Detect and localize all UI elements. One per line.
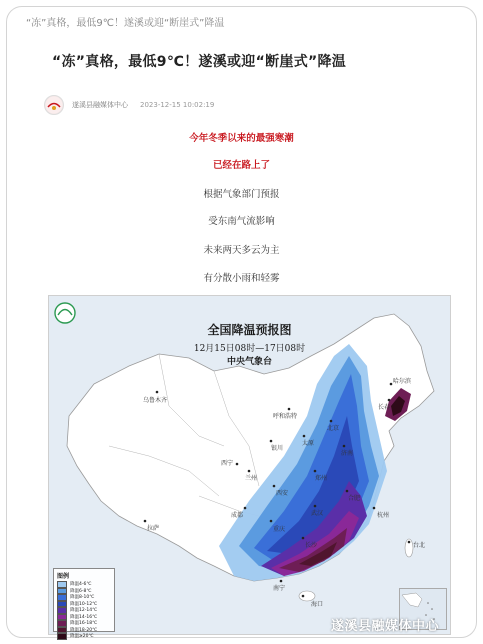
city-label: 合肥 [348,495,361,502]
map-legend [53,568,115,640]
legend-label: 降温8-10℃ [70,595,95,601]
city-label: 成都 [231,512,244,519]
legend-title: 图例 [57,573,70,580]
city-label: 济南 [341,450,354,457]
city-label: 海口 [311,601,324,608]
city-label: 乌鲁木齐 [143,397,168,404]
paragraph: 今年冬季以来的最强寒潮 [189,133,294,144]
map-period: 12月15日08时—17日08时 [193,344,306,354]
city-label: 银川 [271,445,284,452]
author-row [44,95,214,115]
legend-label: 降温6-8℃ [70,588,92,594]
city-label: 西宁 [221,460,234,467]
avatar-logo-icon [45,96,63,114]
city-label: 北京 [327,425,340,432]
legend-label: 降温12-14℃ [70,608,98,614]
paragraph: 未来两天多云为主 [203,245,280,256]
legend-label: 降温≥20℃ [70,634,94,640]
map-title: 全国降温预报图 [207,323,292,337]
paragraph: 受东南气流影响 [208,216,275,227]
city-label: 太原 [302,440,315,447]
city-label: 长沙 [305,542,318,549]
legend-label: 降温4-6℃ [70,582,92,588]
paragraph: 已经在路上了 [212,160,270,171]
legend-label: 降温16-18℃ [70,621,98,627]
city-label: 拉萨 [147,525,160,532]
legend-item [57,633,114,640]
city-label: 杭州 [377,512,390,519]
city-label: 兰州 [245,475,258,482]
legend-label: 降温14-16℃ [70,614,98,620]
city-label: 重庆 [273,526,286,533]
author-avatar[interactable] [44,95,64,115]
city-label: 南宁 [273,585,286,592]
publish-time: 2023-12-15 10:02:19 [140,101,215,109]
paragraph: 有分散小雨和轻雾 [203,273,280,284]
map-source: 中央气象台 [226,357,272,367]
paragraph: 根据气象部门预报 [203,189,280,200]
article-headline: “冻”真格，最低9℃！遂溪或迎“断崖式”降温 [52,54,347,70]
cma-logo-icon [55,303,75,323]
city-label: 西安 [276,490,289,497]
city-label: 武汉 [311,510,324,517]
legend-label: 降温10-12℃ [70,601,98,607]
author-name[interactable]: 遂溪县融媒体中心 [72,101,128,109]
city-label: 郑州 [315,475,328,482]
city-label: 台北 [413,542,426,549]
city-label: 呼和浩特 [273,413,298,420]
legend-swatch [57,633,67,640]
city-label: 长春 [378,404,391,411]
legend-label: 降温18-20℃ [70,627,98,633]
cooling-forecast-map[interactable] [48,295,451,640]
watermark: 遂溪县融媒体中心 [331,619,440,634]
tab-title: “冻”真格，最低9℃！遂溪或迎“断崖式”降温 [26,18,225,29]
city-label: 哈尔滨 [393,378,412,385]
